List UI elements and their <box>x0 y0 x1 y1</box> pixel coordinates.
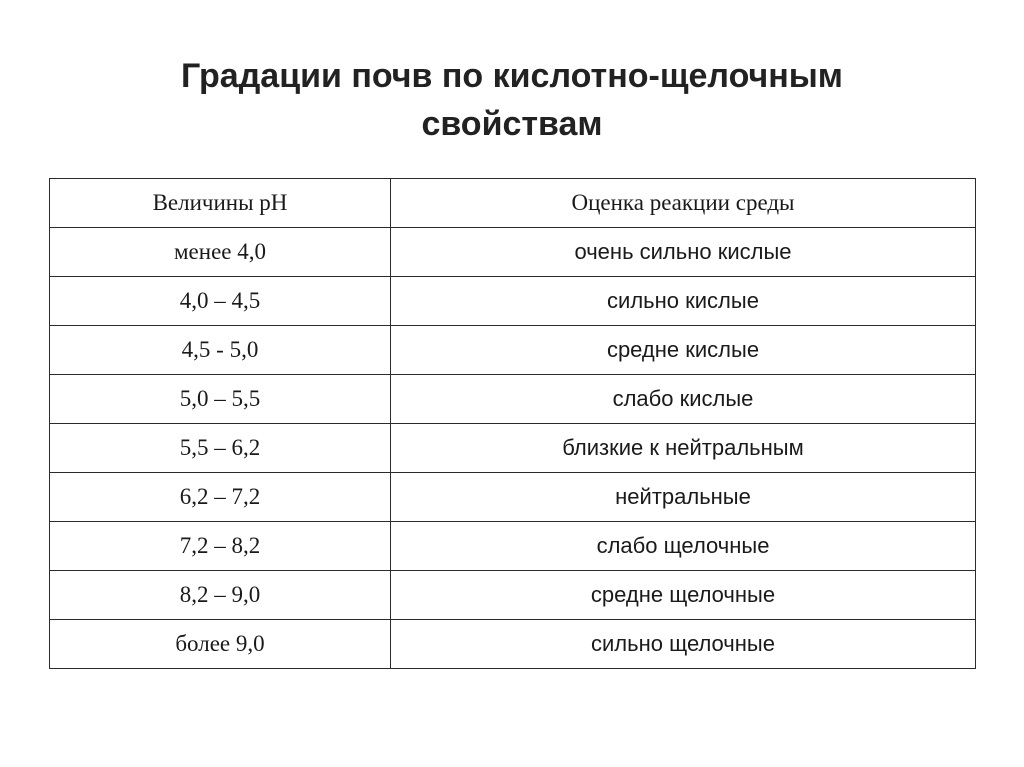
ph-range-cell: 7,2 – 8,2 <box>50 522 391 571</box>
table-row <box>50 375 976 424</box>
title-line-1: Градации почв по кислотно-щелочным <box>181 57 843 95</box>
page-title <box>0 52 1024 148</box>
reaction-cell: очень сильно кислые <box>391 228 976 277</box>
ph-range-cell: 4,0 – 4,5 <box>50 277 391 326</box>
reaction-cell: средне щелочные <box>391 571 976 620</box>
ph-range-cell: 8,2 – 9,0 <box>50 571 391 620</box>
header-ph-values: Величины рН <box>50 179 391 228</box>
table-row <box>50 424 976 473</box>
title-line-2: свойствам <box>421 105 603 143</box>
table-row <box>50 620 976 669</box>
reaction-cell: сильно щелочные <box>391 620 976 669</box>
ph-range-cell: 5,5 – 6,2 <box>50 424 391 473</box>
ph-table <box>49 178 976 669</box>
header-reaction-assessment: Оценка реакции среды <box>391 179 976 228</box>
ph-range-cell: менее 4,0 <box>50 228 391 277</box>
table-row <box>50 228 976 277</box>
reaction-cell: близкие к нейтральным <box>391 424 976 473</box>
table-row <box>50 473 976 522</box>
table-row <box>50 326 976 375</box>
ph-range-cell: 5,0 – 5,5 <box>50 375 391 424</box>
reaction-cell: нейтральные <box>391 473 976 522</box>
table-row <box>50 571 976 620</box>
reaction-cell: слабо щелочные <box>391 522 976 571</box>
table-header-row <box>50 179 976 228</box>
ph-range-cell: более 9,0 <box>50 620 391 669</box>
ph-range-cell: 4,5 - 5,0 <box>50 326 391 375</box>
table-row <box>50 277 976 326</box>
ph-range-cell: 6,2 – 7,2 <box>50 473 391 522</box>
reaction-cell: слабо кислые <box>391 375 976 424</box>
reaction-cell: средне кислые <box>391 326 976 375</box>
reaction-cell: сильно кислые <box>391 277 976 326</box>
table-row <box>50 522 976 571</box>
